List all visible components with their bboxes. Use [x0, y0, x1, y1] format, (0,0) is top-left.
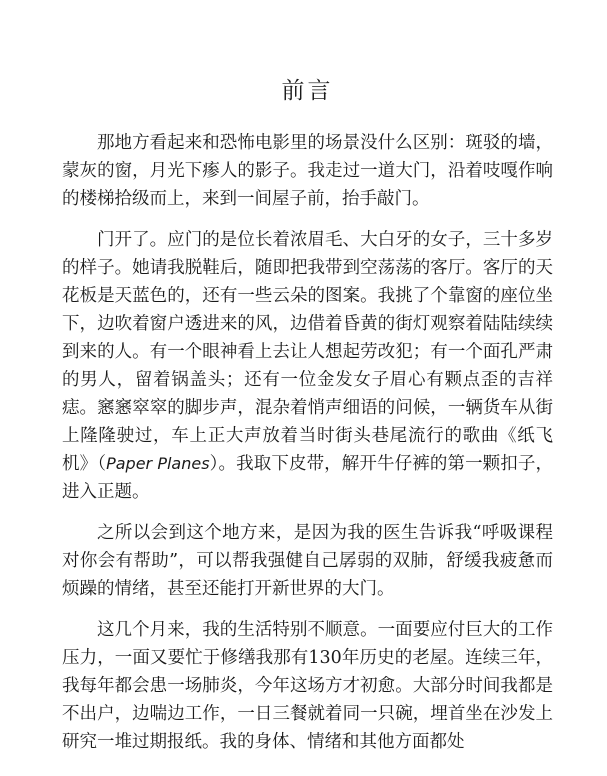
paragraph-3: [62, 519, 553, 603]
paragraph-2: [62, 226, 553, 506]
paragraph-4: [62, 616, 553, 756]
paragraph-2-text-before: 门开了。应门的是位长着浓眉毛、大白牙的女子，三十多岁的样子。她请我脱鞋后，随即把我带到空荡荡的客厅。客厅的天花板是天蓝色的，还有一些云朵的图案。我挑了个靠窗的座位坐下，边吹着窗户透进来的风，边借着昏黄的街灯观察着陆陆续续到来的人。有一个眼神看上去让人想起劳改犯；有一个面孔严肃的男人，留着锅盖头；还有一位金发女子眉心有颗点歪的吉祥痣。窸窸窣窣的脚步声，混杂着悄声细语的问候，一辆货车从街上隆隆驶过，车上正大声放着当时街头巷尾流行的歌曲《纸飞机》（: [62, 230, 553, 474]
paragraph-4-text: 这几个月来，我的生活特别不顺意。一面要应付巨大的工作压力，一面又要忙于修缮我那有130年历史的老屋。连续三年，我每年都会患一场肺炎，今年这场方才初愈。大部分时间我都是不出户，边喘边工作，一日三餐就着同一只碗，埋首坐在沙发上研究一堆过期报纸。我的身体、情绪和其他方面都处: [62, 620, 553, 752]
paragraph-2-text-after: ）。我取下皮带，解开牛仔裤的第一颗扣子，进入正题。: [62, 454, 554, 502]
paragraph-3-text: 之所以会到这个地方来，是因为我的医生告诉我“呼吸课程对你会有帮助”，可以帮我强健自己孱弱的双肺，舒缓我疲惫而烦躁的情绪，甚至还能打开新世界的大门。: [62, 523, 553, 599]
song-title-english: Paper Planes: [106, 454, 210, 473]
paragraph-1-text: 那地方看起来和恐怖电影里的场景没什么区别：斑驳的墙，蒙灰的窗，月光下瘆人的影子。我走过一道大门，沿着吱嘎作响的楼梯拾级而上，来到一间屋子前，抬手敲门。: [62, 133, 553, 209]
chapter-title: 前言: [281, 78, 334, 104]
paragraph-1: [62, 129, 553, 213]
